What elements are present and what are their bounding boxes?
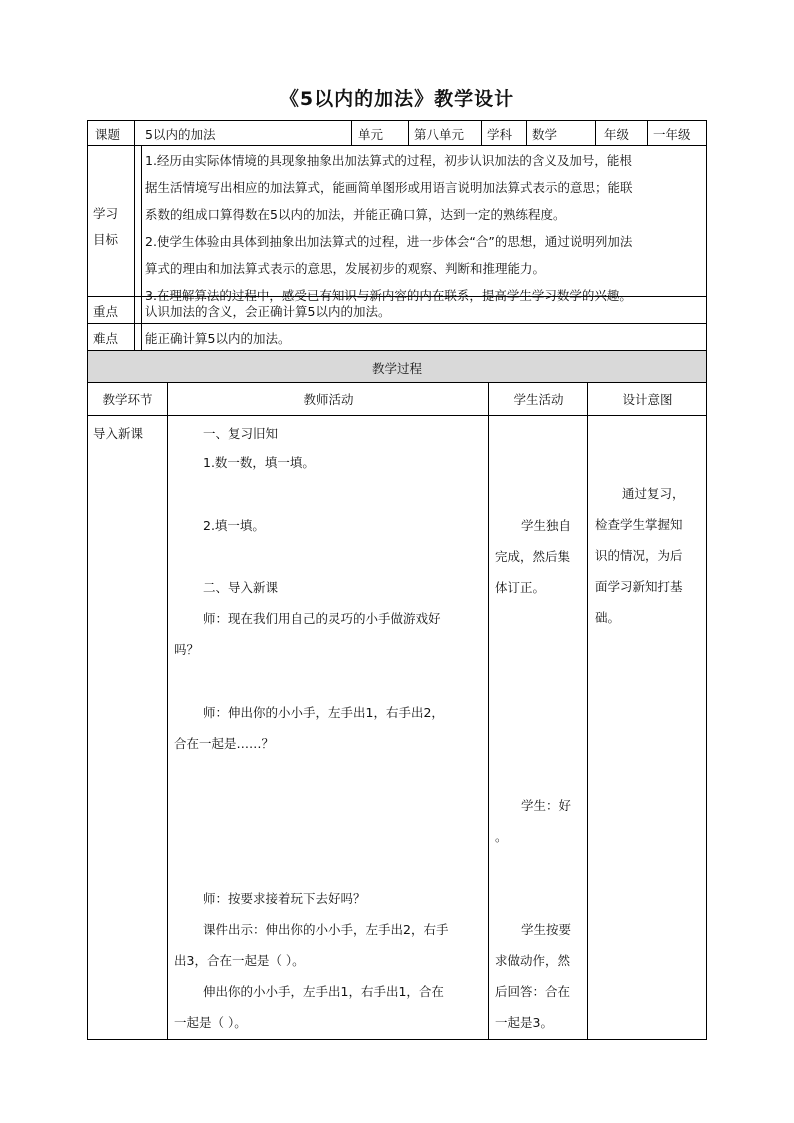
teacher-line: 出3，合在一起是（ ）。 <box>174 953 305 968</box>
key-value: 认识加法的含义，会正确计算5以内的加法。 <box>145 304 391 319</box>
intent-line: 础。 <box>595 610 621 625</box>
goal-line: 据生活情境写出相应的加法算式，能画简单图形或用语言说明加法算式表示的意思；能联 <box>145 180 633 195</box>
document-title: 《5以内的加法》教学设计 <box>279 88 515 110</box>
subject-value-text: 数学 <box>532 127 558 142</box>
subject-label-text: 学科 <box>487 127 513 142</box>
goal-line: 3.在理解算法的过程中，感受已有知识与新内容的内在联系，提高学生学习数学的兴趣。 <box>145 288 632 303</box>
grade-label-text: 年级 <box>604 127 630 142</box>
col-teacher: 教师活动 <box>303 392 354 407</box>
goals-text <box>145 147 700 309</box>
topic-label-text: 课题 <box>95 127 121 142</box>
goals-label-line-1: 学习 <box>93 206 119 221</box>
col-student: 学生活动 <box>513 392 564 407</box>
grade-value-text: 一年级 <box>653 127 691 142</box>
teacher-line: 师：伸出你的小小手，左手出1，右手出2， <box>203 705 444 720</box>
intent-line: 识的情况，为后 <box>595 548 683 563</box>
student-line: 体订正。 <box>495 580 546 595</box>
student-line: 后回答：合在 <box>495 984 571 999</box>
teacher-line: 1.数一数，填一填。 <box>203 455 315 470</box>
goals-label <box>93 201 118 253</box>
teacher-line: 一起是（ ）。 <box>174 1015 247 1030</box>
intent-line: 通过复习， <box>622 486 685 501</box>
teacher-line: 二、导入新课 <box>203 580 279 595</box>
student-line: 学生独自 <box>521 518 572 533</box>
intent-line: 检查学生掌握知 <box>595 517 683 532</box>
teacher-line: 吗？ <box>174 642 200 657</box>
student-line: 。 <box>495 829 508 844</box>
teacher-line: 一、复习旧知 <box>203 426 279 441</box>
topic-value-text: 5以内的加法 <box>145 127 216 142</box>
student-line: 一起是3。 <box>495 1015 553 1030</box>
student-line: 学生：好 <box>521 798 572 813</box>
unit-value-text: 第八单元 <box>414 127 465 142</box>
key-label: 重点 <box>93 304 119 319</box>
teacher-line: 师：现在我们用自己的灵巧的小手做游戏好 <box>203 611 441 626</box>
col-stage: 教学环节 <box>102 392 153 407</box>
teacher-line: 伸出你的小小手，左手出1，右手出1，合在 <box>203 984 444 999</box>
goal-line: 算式的理由和加法算式表示的意思，发展初步的观察、判断和推理能力。 <box>145 261 546 276</box>
teacher-line: 2.填一填。 <box>203 518 265 533</box>
col-intent: 设计意图 <box>622 392 673 407</box>
difficulty-label: 难点 <box>93 331 119 346</box>
goals-label-line-2: 目标 <box>93 232 119 247</box>
teacher-line: 师：按要求接着玩下去好吗？ <box>203 891 366 906</box>
process-title: 教学过程 <box>371 361 422 376</box>
student-line: 求做动作，然 <box>495 953 571 968</box>
goal-line: 2.使学生体验由具体到抽象出加法算式的过程，进一步体会“合”的思想，通过说明列加法 <box>145 234 633 249</box>
teacher-line: 课件出示：伸出你的小小手，左手出2，右手 <box>203 922 449 937</box>
goal-line: 1.经历由实际体情境的具现象抽象出加法算式的过程，初步认识加法的含义及加号，能根 <box>145 153 632 168</box>
unit-label-text: 单元 <box>358 127 384 142</box>
goal-line: 系数的组成口算得数在5以内的加法，并能正确口算，达到一定的熟练程度。 <box>145 207 566 222</box>
student-line: 学生按要 <box>521 922 572 937</box>
stage-name: 导入新课 <box>93 426 144 441</box>
intent-line: 面学习新知打基 <box>595 579 683 594</box>
teacher-line: 合在一起是……？ <box>174 736 275 751</box>
student-line: 完成，然后集 <box>495 549 571 564</box>
difficulty-value: 能正确计算5以内的加法。 <box>145 331 291 346</box>
